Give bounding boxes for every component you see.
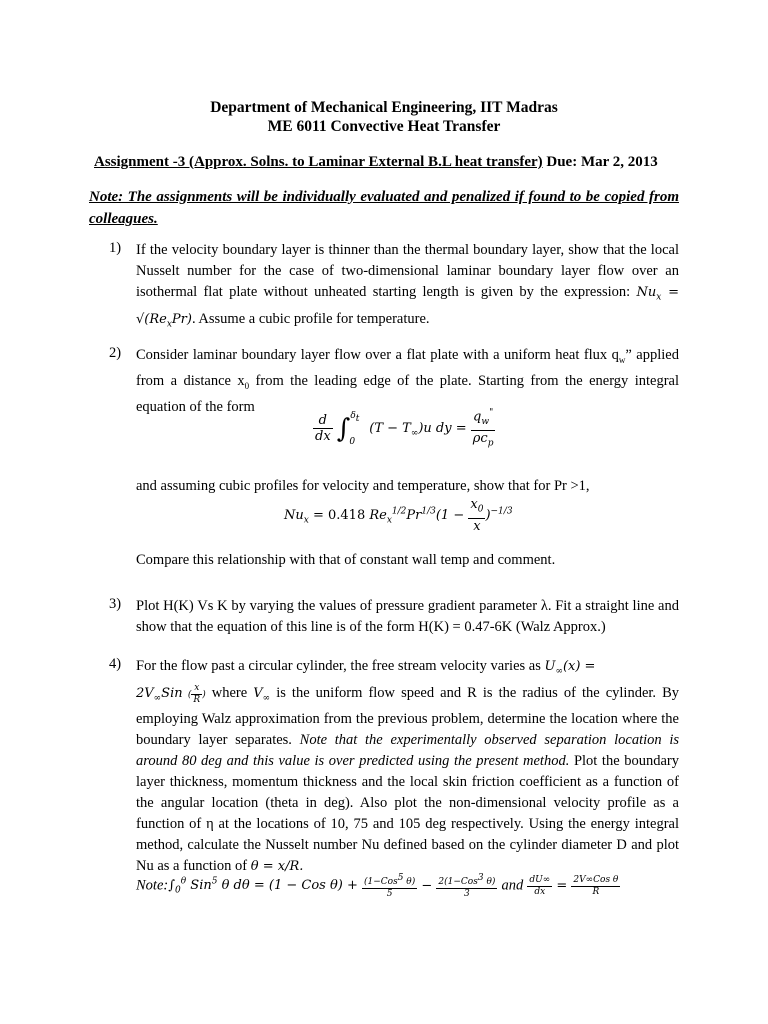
energy-integral-equation: $\frac{d}{dx}$ ∫$^{\delta_t}_0$ $(T - T_\infty)u$ dy = $\frac{q_w^"}{\rho c_p}$: [315, 408, 494, 449]
assignment-heading: [94, 154, 658, 171]
assignment-due: Due: Mar 2, 2013: [546, 154, 658, 170]
question-4-number: 4): [109, 656, 122, 672]
question-2-after-eq: and assuming cubic profiles for velocity and temperature, show that for Pr >1,: [136, 478, 590, 494]
question-2: Consider laminar boundary layer flow over a flat plate with a uniform heat flux $q_w$” applied from a distance $x_0$ from the leading edge of the plate. Starting from the energy integral equation of the form: [136, 347, 679, 415]
question-2-compare: Compare this relationship with that of constant wall temp and comment.: [136, 552, 556, 568]
nusselt-expression: $Nu_x = √(Re_xPr)$: [136, 285, 680, 330]
question-1-tail: . Assume a cubic profile for temperature.: [191, 310, 430, 327]
question-2-number: 2): [109, 345, 122, 361]
question-1-text: If the velocity boundary layer is thinner than the thermal boundary layer, show that the local Nusselt number for the case of two-dimensional laminar boundary layer flow over an isothermal flat plate without unheated starting length is given by the expression:: [136, 242, 679, 300]
question-4-note: $Note:\int_0^\theta$ Sin$^5$ θ dθ = (1 − Cos θ) + $\frac{(1-Cos^5 \theta)}{5}$ − $\frac{2(1-Cos^3 \theta)}{3}$ and $\frac{dU\infty}{dx}$ = $\frac{\text{2V∞Cos θ}}{R}$: [136, 873, 619, 900]
course-title: ME 6011 Convective Heat Transfer: [267, 118, 501, 135]
department-title: Department of Mechanical Engineering, IIT Madras: [210, 99, 558, 116]
nusselt-result-equation: $Nu_x = 0.418$ $Re_x^{1/2}Pr^{1/3}(1$ − $\frac{x_0}{x}$ )$^{-1/3}$: [284, 497, 513, 534]
question-1: [136, 240, 679, 335]
assignment-title: Assignment -3 (Approx. Solns. to Laminar External B.L heat transfer): [94, 154, 543, 170]
question-3: Plot H(K) Vs K by varying the values of pressure gradient parameter λ. Fit a straight line and show that the equation of this line is of the form H(K) = 0.47-6K (Walz Approx.): [136, 598, 679, 635]
question-2-text: Consider laminar boundary layer flow over a flat plate with a uniform heat flux q: [136, 347, 619, 363]
plagiarism-note: Note: The assignments will be individually evaluated and penalized if found to be copied from colleagues.: [89, 189, 679, 227]
question-4: For the flow past a circular cylinder, the free stream velocity varies as $U_\infty(x)$ = $2V_\infty Sin$ ( $\frac{x}{R}$ ) where $V_\infty$ is the uniform flow speed and R is the radius of the cylinder. By employing Walz approximation from the previous problem, determine the location where the boundary layer separates. Note that the experimentally observed separation location is around 80 deg and this value is over predicted using the present method. Plot the boundary layer thickness, momentum thickness and the local skin friction coefficient as a function of the angular location (theta in deg). Also plot the non-dimensional velocity profile as a function of η at the locations of 10, 75 and 105 deg respectively. Using the energy integral method, calculate the Nusselt number Nu defined based on the cylinder diameter D and plot Nu as a function of θ = x/R.: [136, 658, 680, 875]
question-1-number: 1): [109, 240, 122, 256]
question-3-number: 3): [109, 596, 122, 612]
